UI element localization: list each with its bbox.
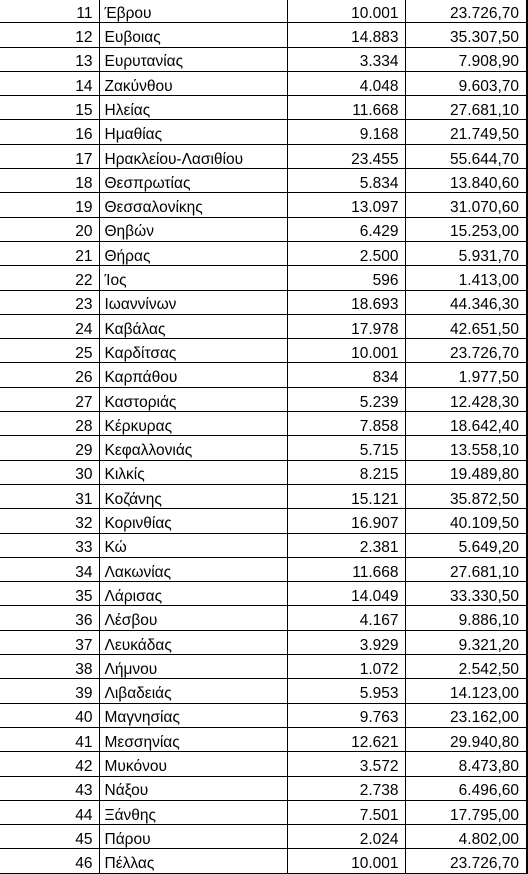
count-value: 2.381 [287, 533, 405, 557]
amount-value: 27.681,10 [405, 96, 527, 120]
amount-value: 42.651,50 [405, 314, 527, 338]
amount-value: 55.644,70 [405, 144, 527, 168]
count-value: 5.239 [287, 387, 405, 411]
table-row [0, 436, 527, 460]
region-name: Καστοριάς [99, 387, 287, 411]
region-name: Πάρου [99, 825, 287, 849]
count-value: 14.049 [287, 582, 405, 606]
region-name: Κιλκίς [99, 460, 287, 484]
table-row [0, 120, 527, 144]
amount-value: 35.307,50 [405, 23, 527, 47]
table-row [0, 144, 527, 168]
count-value: 8.215 [287, 460, 405, 484]
row-number: 39 [0, 679, 99, 703]
count-value: 10.001 [287, 339, 405, 363]
table-row [0, 655, 527, 679]
count-value: 834 [287, 363, 405, 387]
row-number: 11 [0, 0, 99, 23]
row-number: 20 [0, 217, 99, 241]
count-value: 5.953 [287, 679, 405, 703]
row-number: 43 [0, 776, 99, 800]
amount-value: 19.489,80 [405, 460, 527, 484]
count-value: 23.455 [287, 144, 405, 168]
row-number: 40 [0, 703, 99, 727]
amount-value: 12.428,30 [405, 387, 527, 411]
row-number: 41 [0, 727, 99, 751]
table-row [0, 484, 527, 508]
table-row [0, 412, 527, 436]
region-name: Κορινθίας [99, 509, 287, 533]
count-value: 14.883 [287, 23, 405, 47]
region-name: Ιωαννίνων [99, 290, 287, 314]
count-value: 13.097 [287, 193, 405, 217]
amount-value: 44.346,30 [405, 290, 527, 314]
row-number: 36 [0, 606, 99, 630]
table-row [0, 193, 527, 217]
count-value: 3.929 [287, 630, 405, 654]
row-number: 33 [0, 533, 99, 557]
row-number: 12 [0, 23, 99, 47]
row-number: 44 [0, 800, 99, 824]
count-value: 9.763 [287, 703, 405, 727]
table-row [0, 582, 527, 606]
table-row [0, 241, 527, 265]
row-number: 35 [0, 582, 99, 606]
region-name: Ηρακλείου-Λασιθίου [99, 144, 287, 168]
region-name: Ζακύνθου [99, 71, 287, 95]
table-row [0, 509, 527, 533]
table-row [0, 460, 527, 484]
amount-value: 33.330,50 [405, 582, 527, 606]
row-number: 27 [0, 387, 99, 411]
table-row [0, 606, 527, 630]
amount-value: 4.802,00 [405, 825, 527, 849]
amount-value: 15.253,00 [405, 217, 527, 241]
count-value: 9.168 [287, 120, 405, 144]
row-number: 24 [0, 314, 99, 338]
table-row [0, 71, 527, 95]
row-number: 16 [0, 120, 99, 144]
row-number: 18 [0, 169, 99, 193]
count-value: 18.693 [287, 290, 405, 314]
count-value: 4.048 [287, 71, 405, 95]
count-value: 1.072 [287, 655, 405, 679]
row-number: 29 [0, 436, 99, 460]
table-row [0, 849, 527, 873]
amount-value: 14.123,00 [405, 679, 527, 703]
region-name: Ευρυτανίας [99, 47, 287, 71]
row-number: 14 [0, 71, 99, 95]
region-name: Καρπάθου [99, 363, 287, 387]
amount-value: 5.931,70 [405, 241, 527, 265]
region-name: Καβάλας [99, 314, 287, 338]
region-name: Πέλλας [99, 849, 287, 873]
region-name: Μαγνησίας [99, 703, 287, 727]
row-number: 26 [0, 363, 99, 387]
table-row [0, 727, 527, 751]
count-value: 5.834 [287, 169, 405, 193]
amount-value: 17.795,00 [405, 800, 527, 824]
amount-value: 1.977,50 [405, 363, 527, 387]
count-value: 3.334 [287, 47, 405, 71]
amount-value: 23.726,70 [405, 339, 527, 363]
count-value: 15.121 [287, 484, 405, 508]
table-row [0, 217, 527, 241]
amount-value: 21.749,50 [405, 120, 527, 144]
amount-value: 27.681,10 [405, 557, 527, 581]
count-value: 12.621 [287, 727, 405, 751]
table-row [0, 533, 527, 557]
region-name: Θηβών [99, 217, 287, 241]
region-name: Κέρκυρας [99, 412, 287, 436]
count-value: 4.167 [287, 606, 405, 630]
table-row [0, 387, 527, 411]
row-number: 38 [0, 655, 99, 679]
row-number: 21 [0, 241, 99, 265]
count-value: 596 [287, 266, 405, 290]
region-name: Λιβαδειάς [99, 679, 287, 703]
region-name: Καρδίτσας [99, 339, 287, 363]
row-number: 19 [0, 193, 99, 217]
region-name: Έβρου [99, 0, 287, 23]
row-number: 42 [0, 752, 99, 776]
table-row [0, 266, 527, 290]
amount-value: 23.726,70 [405, 0, 527, 23]
amount-value: 35.872,50 [405, 484, 527, 508]
table-row [0, 776, 527, 800]
table-row [0, 825, 527, 849]
amount-value: 9.603,70 [405, 71, 527, 95]
row-number: 17 [0, 144, 99, 168]
amount-value: 13.558,10 [405, 436, 527, 460]
table-row [0, 363, 527, 387]
amount-value: 40.109,50 [405, 509, 527, 533]
region-name: Κώ [99, 533, 287, 557]
amount-value: 2.542,50 [405, 655, 527, 679]
amount-value: 18.642,40 [405, 412, 527, 436]
amount-value: 9.321,20 [405, 630, 527, 654]
amount-value: 5.649,20 [405, 533, 527, 557]
amount-value: 6.496,60 [405, 776, 527, 800]
count-value: 11.668 [287, 557, 405, 581]
amount-value: 23.162,00 [405, 703, 527, 727]
amount-value: 7.908,90 [405, 47, 527, 71]
count-value: 7.501 [287, 800, 405, 824]
region-name: Λάρισας [99, 582, 287, 606]
region-name: Λακωνίας [99, 557, 287, 581]
count-value: 2.500 [287, 241, 405, 265]
row-number: 25 [0, 339, 99, 363]
row-number: 34 [0, 557, 99, 581]
row-number: 31 [0, 484, 99, 508]
region-name: Ηλείας [99, 96, 287, 120]
row-number: 22 [0, 266, 99, 290]
count-value: 2.738 [287, 776, 405, 800]
region-name: Θήρας [99, 241, 287, 265]
count-value: 17.978 [287, 314, 405, 338]
count-value: 3.572 [287, 752, 405, 776]
table-row [0, 679, 527, 703]
table-row [0, 23, 527, 47]
amount-value: 13.840,60 [405, 169, 527, 193]
amount-value: 31.070,60 [405, 193, 527, 217]
row-number: 23 [0, 290, 99, 314]
row-number: 37 [0, 630, 99, 654]
count-value: 6.429 [287, 217, 405, 241]
table-row [0, 96, 527, 120]
region-name: Νάξου [99, 776, 287, 800]
row-number: 46 [0, 849, 99, 873]
row-number: 28 [0, 412, 99, 436]
region-name: Λήμνου [99, 655, 287, 679]
region-name: Μυκόνου [99, 752, 287, 776]
region-name: Λέσβου [99, 606, 287, 630]
count-value: 2.024 [287, 825, 405, 849]
amount-value: 9.886,10 [405, 606, 527, 630]
count-value: 11.668 [287, 96, 405, 120]
region-name: Ημαθίας [99, 120, 287, 144]
table-row [0, 47, 527, 71]
table-row [0, 290, 527, 314]
region-name: Θεσσαλονίκης [99, 193, 287, 217]
table-row [0, 800, 527, 824]
table-row [0, 0, 527, 23]
region-name: Μεσσηνίας [99, 727, 287, 751]
count-value: 16.907 [287, 509, 405, 533]
region-name: Κοζάνης [99, 484, 287, 508]
count-value: 10.001 [287, 0, 405, 23]
region-name: Κεφαλλονιάς [99, 436, 287, 460]
count-value: 7.858 [287, 412, 405, 436]
amount-value: 23.726,70 [405, 849, 527, 873]
table-row [0, 703, 527, 727]
table-row [0, 752, 527, 776]
amount-value: 1.413,00 [405, 266, 527, 290]
table-row [0, 314, 527, 338]
row-number: 45 [0, 825, 99, 849]
count-value: 5.715 [287, 436, 405, 460]
table-row [0, 339, 527, 363]
table-row [0, 169, 527, 193]
amount-value: 8.473,80 [405, 752, 527, 776]
row-number: 30 [0, 460, 99, 484]
table-row [0, 630, 527, 654]
region-name: Ευβοιας [99, 23, 287, 47]
row-number: 32 [0, 509, 99, 533]
region-name: Λευκάδας [99, 630, 287, 654]
table-row [0, 557, 527, 581]
row-number: 15 [0, 96, 99, 120]
row-number: 13 [0, 47, 99, 71]
region-name: Ξάνθης [99, 800, 287, 824]
region-name: Θεσπρωτίας [99, 169, 287, 193]
region-name: Ίος [99, 266, 287, 290]
amount-value: 29.940,80 [405, 727, 527, 751]
count-value: 10.001 [287, 849, 405, 873]
